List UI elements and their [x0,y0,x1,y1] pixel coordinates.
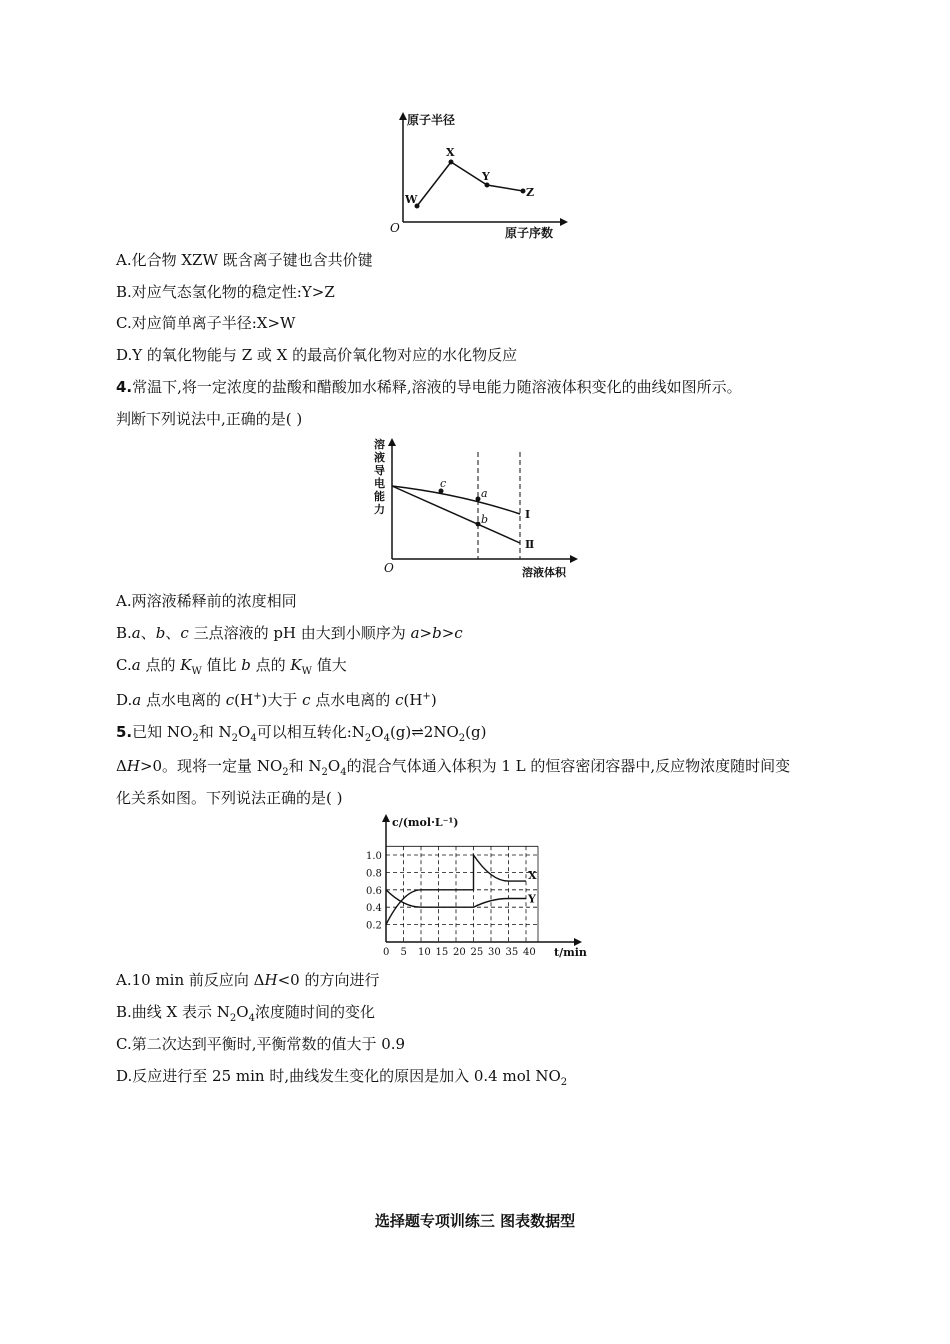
chart-series-label-X: X [528,869,537,883]
chart-ylabel: c/(mol·L⁻¹) [392,816,459,829]
chart-x-tick: 15 [435,947,449,958]
q4-stem-line1 [116,377,742,397]
q4-option-c: C.a 点的 $K_W$ 值比 b 点的 $K_W$ 值大 [116,656,347,677]
q3-option-c: C.对应简单离子半径:X>W [116,314,296,332]
q5-option-d: D.反应进行至 25 min 时,曲线发生变化的原因是加入 0.4 mol $NO_2$ [116,1067,568,1088]
q5-option-b: B.曲线 X 表示 $N_2O_4$浓度随时间的变化 [116,1003,375,1024]
chart-y-tick: 0.2 [366,920,382,932]
chart-x-tick: 35 [505,947,519,958]
chart-x-tick: 25 [470,947,484,958]
q4-option-d: D.a 点水电离的 c(H+)大于 c 点水电离的 c(H+) [116,691,437,709]
chart-x-tick: 5 [400,947,407,958]
q5-option-c: C.第二次达到平衡时,平衡常数的值大于 0.9 [116,1035,406,1053]
point-z-label: Z [526,186,535,199]
fig1-ylabel: 原子半径 [407,113,456,127]
chart-x-tick: 30 [488,947,501,958]
q5-stem-line1: 5.已知 $NO_2$和 $N_2O_4$可以相互转化$:N_2O_4(g)\rightleftharpoons 2NO_2(g)$ [116,723,487,744]
chart-xlabel: t/min [554,946,587,959]
atomic-radius-figure [385,110,575,240]
chart-y-tick: 0.8 [366,868,382,880]
q3-option-b: B.对应气态氢化物的稳定性:Y>Z [116,283,335,301]
fig1-origin: O [390,221,400,235]
fig2-xlabel: 溶液体积 [522,566,566,579]
q4-number: 4. [116,378,133,396]
point-b-label: b [481,513,489,526]
curve-1-label: Ⅰ [525,508,531,521]
chart-x-tick: 20 [453,947,466,958]
conductivity-figure [370,436,585,582]
chart-x-tick: 0 [383,947,390,958]
point-a-label: a [481,487,488,500]
q4-stem1: 常温下,将一定浓度的盐酸和醋酸加水稀释,溶液的导电能力随溶液体积变化的曲线如图所示。 [132,378,742,396]
q3-option-d: D.Y 的氧化物能与 Z 或 X 的最高价氧化物对应的水化物反应 [116,346,518,364]
q4-option-b: B.a、b、c 三点溶液的 pH 由大到小顺序为 a>b>c [116,624,463,642]
chart-y-tick: 1.0 [366,851,382,862]
q4-option-a: A.两溶液稀释前的浓度相同 [116,592,297,610]
concentration-chart [350,812,590,962]
q5-number: 5. [116,723,133,741]
fig1-xlabel: 原子序数 [505,226,554,240]
point-c-label: c [440,477,447,490]
q3-option-a: A.化合物 XZW 既含离子键也含共价键 [116,251,373,269]
q5-stem-line3: 化关系如图。下列说法正确的是( ) [116,789,343,807]
chart-series-label-Y: Y [528,892,536,906]
chart-x-tick: 40 [523,947,536,958]
point-y-label: Y [482,170,490,183]
point-x-label: X [446,146,455,159]
chart-y-tick: 0.4 [366,903,382,915]
chart-y-tick: 0.6 [366,885,382,897]
point-w-label: W [405,193,418,206]
q5-stem-line2: ΔH>0。现将一定量 $NO_2$和 $N_2O_4$的混合气体通入体积为 1 L 的恒容密闭容器中,反应物浓度随时间变 [116,757,791,778]
q5-option-a: A.10 min 前反应向 ΔH<0 的方向进行 [116,971,380,989]
curve-2-label: Ⅱ [525,538,535,551]
section-footer-title: 选择题专项训练三 图表数据型 [374,1212,576,1230]
fig2-origin: O [384,561,394,575]
fig2-ylabel: 溶液导电能力 [374,438,385,516]
q4-stem-line2: 判断下列说法中,正确的是( ) [116,410,303,428]
chart-x-tick: 10 [418,947,431,958]
